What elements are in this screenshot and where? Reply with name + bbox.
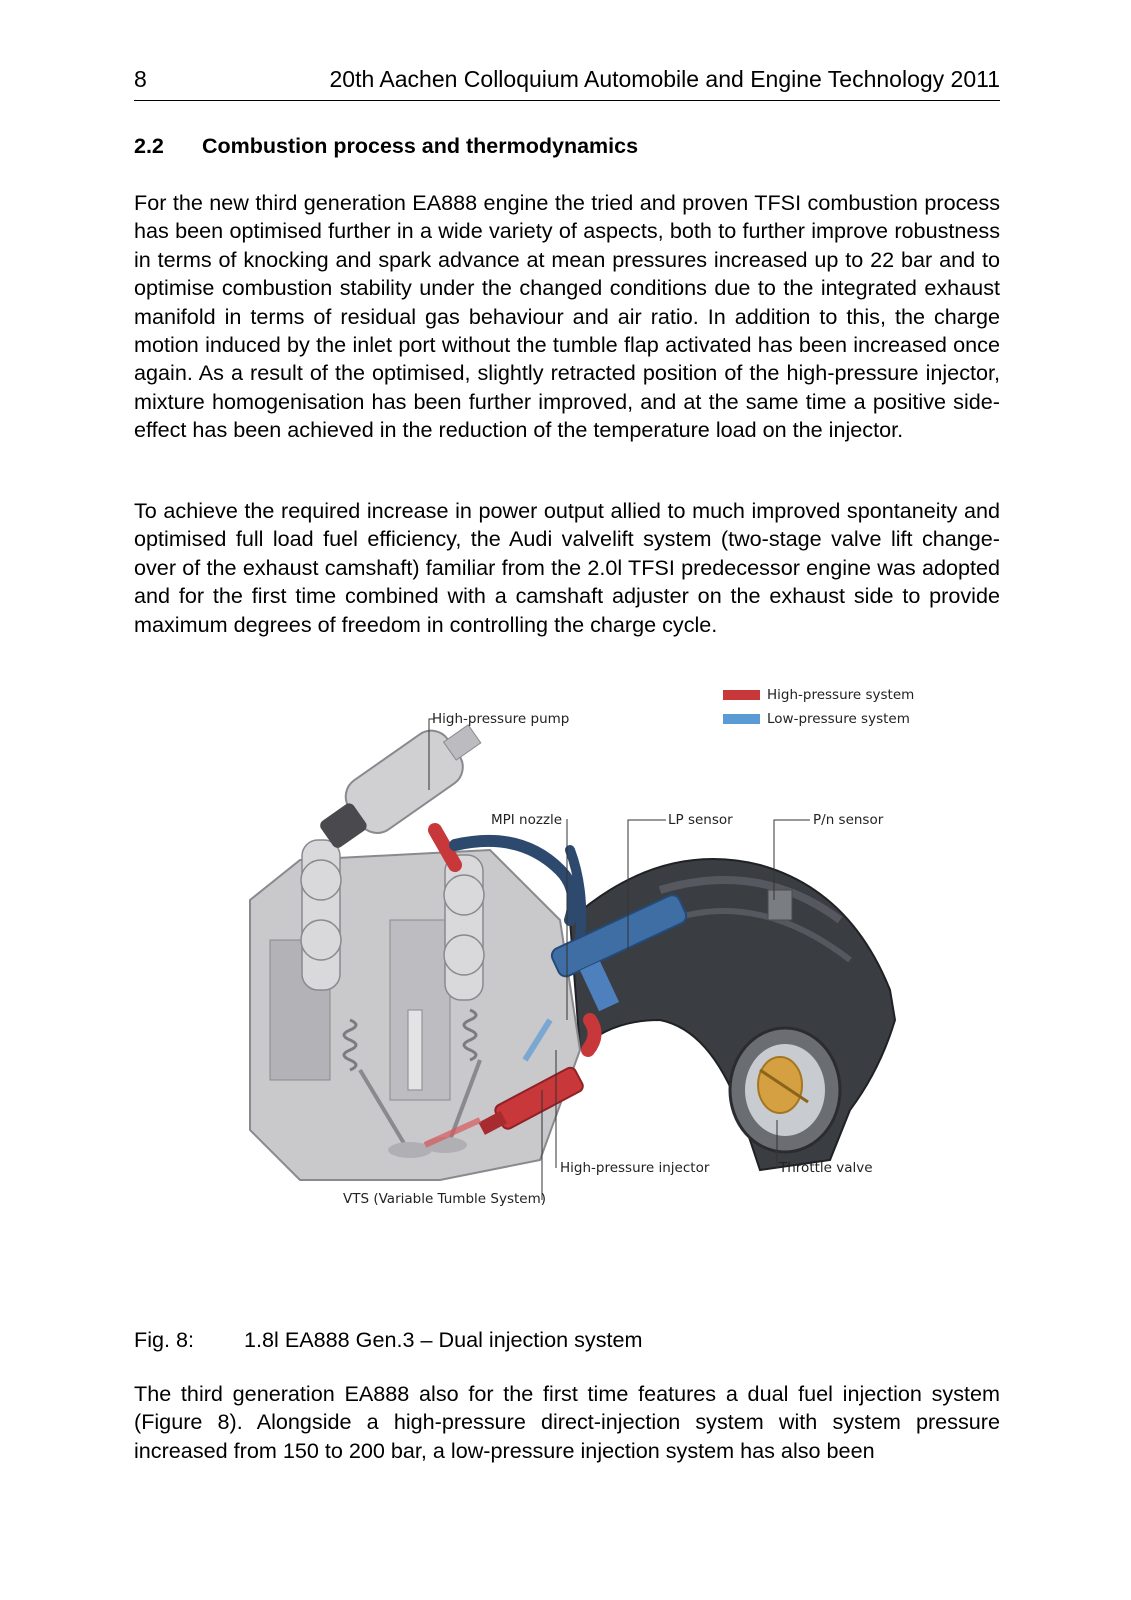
- figure-caption: [134, 1327, 643, 1353]
- section-heading: [134, 134, 638, 159]
- caption-text: 1.8l EA888 Gen.3 – Dual injection system: [244, 1327, 643, 1352]
- label-lp-sensor: LP sensor: [668, 812, 733, 828]
- legend-swatch-low-pressure: [723, 714, 760, 724]
- caption-label: Fig. 8:: [134, 1327, 195, 1352]
- page-number: 8: [134, 66, 147, 92]
- label-vts: VTS (Variable Tumble System): [343, 1191, 546, 1207]
- running-title: 20th Aachen Colloquium Automobile and Engine Technology 2011: [329, 66, 1000, 92]
- label-high-pressure-injector: High-pressure injector: [560, 1160, 710, 1176]
- legend-label-low-pressure: Low-pressure system: [767, 711, 910, 727]
- body-paragraph: The third generation EA888 also for the first time features a dual fuel injection system (Figure 8). Alongside a high-pressure direct-injection system with system pressure increased from 150 to 200 bar, a low-pressure injection system has also been: [134, 1381, 1000, 1463]
- label-throttle-valve: Throttle valve: [779, 1160, 873, 1176]
- legend-swatch-high-pressure: [723, 690, 760, 700]
- section-title: Combustion process and thermodynamics: [202, 134, 639, 158]
- body-paragraph: For the new third generation EA888 engine the tried and proven TFSI combustion process has been optimised further in a wide variety of aspects, both to further improve robustness in terms of knocking and spark advance at mean pressures increased up to 22 bar and to optimise combustion stability under the changed conditions due to the integrated exhaust manifold in terms of residual gas behaviour and air ratio. In addition to this, the charge motion induced by the inlet port without the tumble flap activated has been increased once again. As a result of the optimised, slightly retracted position of the high-pressure injector, mixture homogenisation has been further improved, and at the same time a positive side-effect has been achieved in the reduction of the temperature load on the injector.: [134, 190, 1000, 443]
- legend-label-high-pressure: High-pressure system: [767, 687, 915, 703]
- section-number: 2.2: [134, 134, 164, 158]
- page-header: [134, 66, 1000, 101]
- body-paragraph: To achieve the required increase in power output allied to much improved spontaneity and optimised full load fuel efficiency, the Audi valvelift system (two-stage valve lift change-over of the exhaust camshaft) familiar from the 2.0l TFSI predecessor engine was adopted and for the first time combined with a camshaft adjuster on the exhaust side to provide maximum degrees of freedom in controlling the charge cycle.: [134, 498, 1000, 637]
- label-pn-sensor: P/n sensor: [813, 812, 884, 828]
- label-high-pressure-pump: High-pressure pump: [432, 711, 570, 727]
- label-mpi-nozzle: MPI nozzle: [491, 812, 563, 828]
- engine-figure: [240, 687, 940, 1250]
